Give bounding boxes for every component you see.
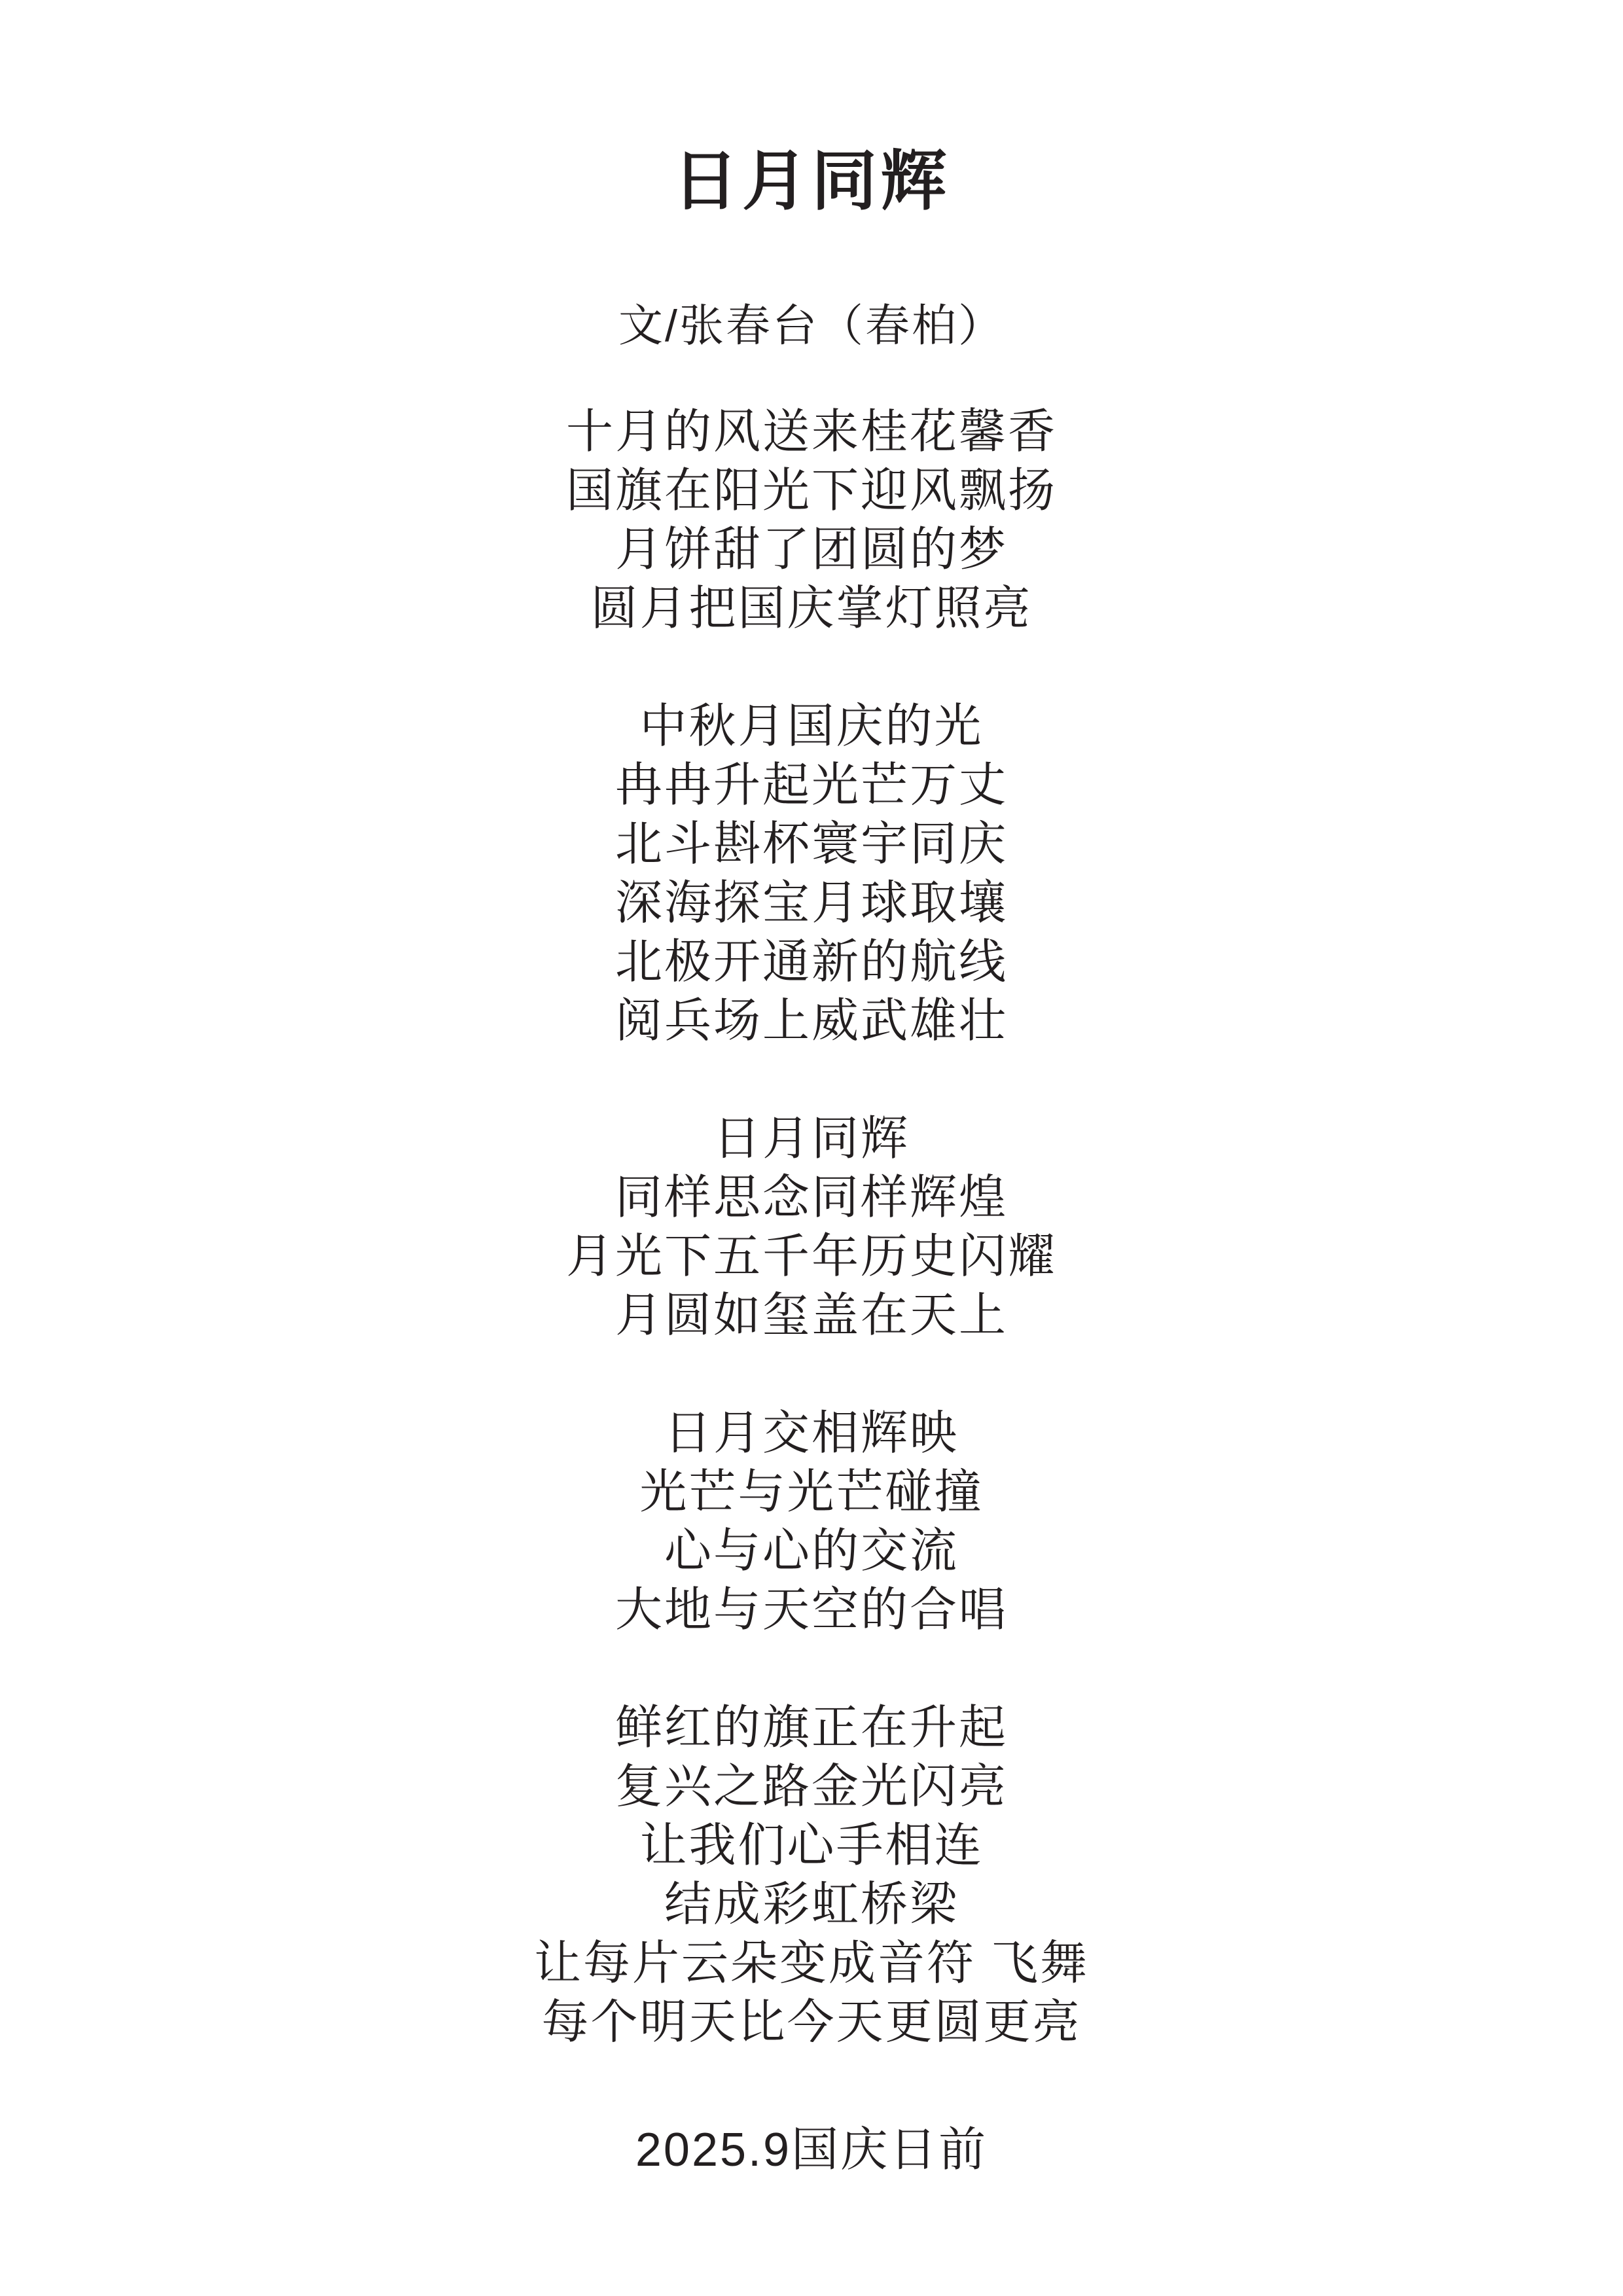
poem-title: 日月同辉 [673, 145, 950, 218]
poem-line: 月光下五千年历史闪耀 [565, 1230, 1057, 1283]
poem-line: 北斗斟杯寰宇同庆 [615, 818, 1008, 870]
poem-line: 鲜红的旗正在升起 [615, 1702, 1008, 1754]
poem-line: 阅兵场上威武雄壮 [615, 995, 1008, 1047]
poem-line: 深海探宝月球取壤 [615, 877, 1008, 929]
byline: 文/张春台（春柏） [618, 301, 1005, 351]
poem-line: 光芒与光芒碰撞 [639, 1466, 984, 1518]
stanza-5 [0, 1698, 1623, 2052]
poem-line: 同样思念同样辉煌 [615, 1172, 1008, 1224]
poem-line: 国旗在阳光下迎风飘扬 [565, 465, 1057, 517]
poem-line: 大地与天空的合唱 [615, 1584, 1008, 1636]
poem-line: 心与心的交流 [664, 1525, 959, 1577]
date-note: 2025.9国庆日前 [635, 2124, 988, 2176]
poem-line: 复兴之路金光闪亮 [615, 1761, 1008, 1813]
stanza-3 [0, 1109, 1623, 1345]
poem-line: 每个明天比今天更圆更亮 [541, 1996, 1082, 2049]
poem-line: 北极开通新的航线 [615, 936, 1008, 988]
poem-line: 圆月把国庆掌灯照亮 [590, 583, 1033, 635]
stanza-2 [0, 697, 1623, 1050]
poem-line: 月饼甜了团圆的梦 [615, 524, 1008, 576]
stanza-4 [0, 1404, 1623, 1640]
poem-line: 月圆如玺盖在天上 [615, 1289, 1008, 1342]
poem-line: 让我们心手相连 [639, 1820, 984, 1872]
poem-line: 冉冉升起光芒万丈 [615, 759, 1008, 812]
poem-line: 结成彩虹桥梁 [664, 1878, 959, 1931]
stanza-1 [0, 403, 1623, 638]
poem-line: 让每片云朵变成音符 飞舞 [533, 1937, 1089, 1990]
poem-line: 中秋月国庆的光 [639, 700, 984, 753]
poem-line: 日月同辉 [713, 1113, 910, 1165]
poem-line: 日月交相辉映 [664, 1407, 959, 1460]
poem-line: 十月的风送来桂花馨香 [565, 406, 1057, 458]
